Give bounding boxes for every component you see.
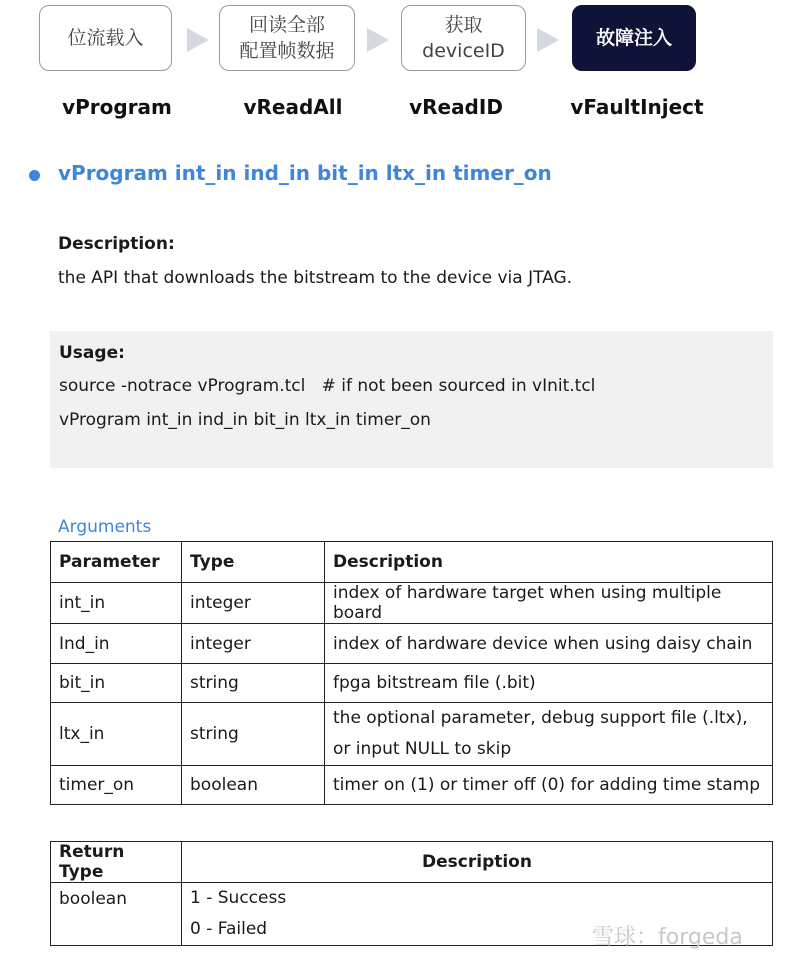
table-header-row xyxy=(51,842,773,883)
table-cell: ltx_in xyxy=(51,703,182,766)
flow-arrow-icon xyxy=(187,28,209,52)
table-cell: integer xyxy=(182,583,325,624)
usage-label: Usage: xyxy=(59,343,125,363)
flow-step-label: 故障注入 xyxy=(595,27,672,49)
flow-step-readall xyxy=(219,5,355,71)
return-line: 0 - Failed xyxy=(190,919,268,939)
flow-step-program xyxy=(39,5,172,71)
flow-step-faultinject xyxy=(572,5,696,71)
arguments-label: Arguments xyxy=(58,517,152,537)
table-row xyxy=(51,583,773,624)
flow-caption: vProgram xyxy=(62,95,172,119)
flow-diagram xyxy=(0,0,800,130)
table-cell: timer_on xyxy=(51,766,182,805)
arguments-table xyxy=(50,541,773,805)
flow-caption: vFaultInject xyxy=(570,95,704,119)
usage-block xyxy=(50,331,773,468)
flow-caption: vReadAll xyxy=(243,95,343,119)
table-cell: index of hardware target when using multiple board xyxy=(325,583,773,624)
flow-step-label: 位流载入 xyxy=(67,27,144,49)
description-text: the API that downloads the bitstream to the device via JTAG. xyxy=(58,268,573,288)
column-header: Description xyxy=(182,842,773,883)
table-cell: fpga bitstream file (.bit) xyxy=(325,664,773,703)
bullet-icon xyxy=(29,170,40,181)
table-cell: string xyxy=(182,664,325,703)
usage-line: vProgram int_in ind_in bit_in ltx_in timer_on xyxy=(59,410,431,430)
table-cell: boolean xyxy=(182,766,325,805)
table-row xyxy=(51,703,773,766)
column-header: Type xyxy=(182,542,325,583)
table-row xyxy=(51,664,773,703)
table-header-row xyxy=(51,542,773,583)
table-cell: integer xyxy=(182,624,325,664)
column-header: Parameter xyxy=(51,542,182,583)
table-cell: Ind_in xyxy=(51,624,182,664)
table-cell: timer on (1) or timer off (0) for adding time stamp xyxy=(325,766,773,805)
flow-step-label: 获取 deviceID xyxy=(422,14,505,62)
table-cell: bit_in xyxy=(51,664,182,703)
table-cell: string xyxy=(182,703,325,766)
table-cell: index of hardware device when using daisy chain xyxy=(325,624,773,664)
table-row xyxy=(51,766,773,805)
flow-arrow-icon xyxy=(537,28,559,52)
description-label: Description: xyxy=(58,234,175,254)
flow-step-label: 回读全部 配置帧数据 xyxy=(239,14,335,62)
usage-line: source -notrace vProgram.tcl # if not been sourced in vInit.tcl xyxy=(59,376,596,396)
column-header: Return Type xyxy=(51,842,182,883)
watermark: 雪球：forgeda xyxy=(592,925,743,950)
table-row xyxy=(51,624,773,664)
table-cell: int_in xyxy=(51,583,182,624)
column-header: Description xyxy=(325,542,773,583)
return-line: 1 - Success xyxy=(190,888,287,908)
flow-arrow-icon xyxy=(367,28,389,52)
table-cell: boolean xyxy=(51,883,182,946)
flow-caption: vReadID xyxy=(409,95,503,119)
table-cell: the optional parameter, debug support file (.ltx), or input NULL to skip xyxy=(325,703,773,766)
api-heading: vProgram int_in ind_in bit_in ltx_in timer_on xyxy=(58,161,552,185)
flow-step-readid xyxy=(401,5,526,71)
